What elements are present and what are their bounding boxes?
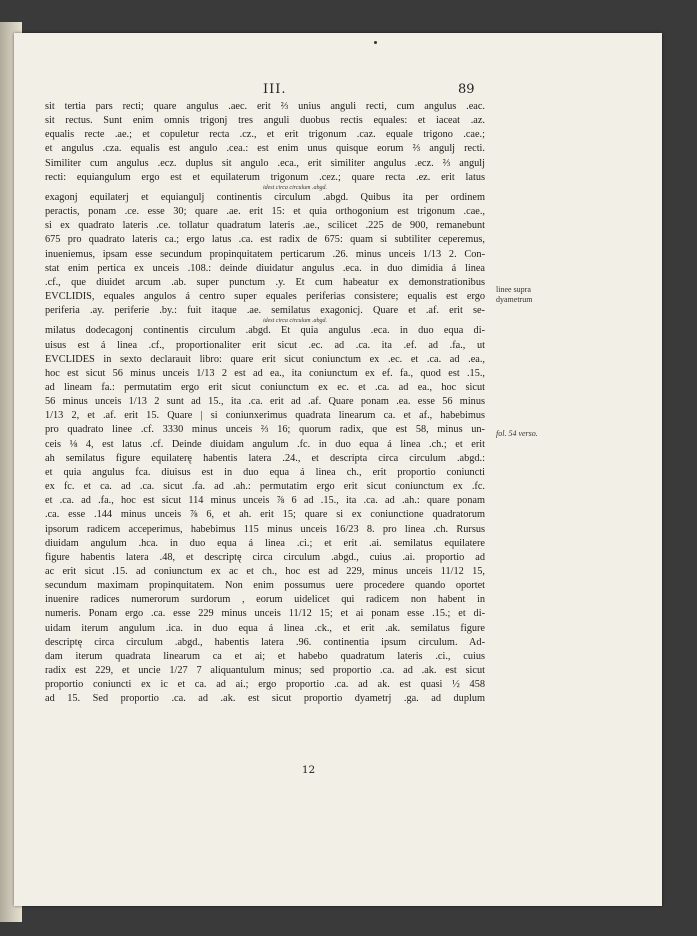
text-line: 675 pro quadrato lateris ca.; ergo latus .ca. est radix de 675: quam si subtiliter ceperemus, — [45, 234, 485, 246]
text-line: periferia .ay. periferie .by.: fuit itaque .ae. semilatus exagonicj. Quare et .af. erit se- — [45, 305, 485, 317]
text-line: .cf., que diuidet arcum .ab. super punctum .y. Et cum habeatur ex demonstrationibus — [45, 276, 485, 288]
text-line: si ex quadrato lateris .ce. tollatur quadratum lateris .ae., scilicet .225 de 900, remanebunt — [45, 220, 485, 232]
ink-dot — [374, 41, 377, 44]
text-line: uisus est á linea .cf., proportionaliter erit sicut .ec. ad .ca. ita .ef. ad .fa., ut — [45, 339, 485, 351]
text-line: descriptę circa circulum .abgd., habentis latera .96. continentia ipsum circulum. Ad- — [45, 636, 485, 648]
text-line: hoc est sicut 56 minus unceis 1/13 2 est ad ea., ita coniunctum ex ef. fa., quod est .15., — [45, 367, 485, 379]
text-line: ex fc. et ca. ad .ca. sicut .fa. ad .ah.: permutatim ergo erit sicut coniunctum ex .fc. — [45, 481, 485, 493]
text-line: ac erit sicut .15. ad coniunctum ex ac et ch., hoc est ad 229, minus unceis 11/12 15, — [45, 566, 485, 577]
text-line: sit tertia pars recti; quare angulus .aec. erit ⅔ unius anguli recti, cum angulus .eac. — [45, 101, 485, 112]
text-line: 1/13 2, et .af. erit 15. Quare | si coniunxerimus quadrata linearum ca. et af., habebimus — [45, 410, 485, 422]
text-line: ceis ⅛ 4, est latus .cf. Deinde diuidam angulum .fc. in duo equa á linea .ch.; et erit — [45, 438, 485, 450]
text-line: ad lineam fa.: permutatim ergo erit sicut coniunctum ex ec. et .ca. ad ea., hoc sicut — [45, 381, 485, 393]
text-line: diuidam angulum .hca. in duo equa á linea .ci.; et erit .ai. semilatus equilatere — [45, 537, 485, 549]
text-line: uidam iterum angulum .ica. in duo equa á linea .ck., et erit .ak. semilatus figure — [45, 622, 485, 634]
margin-note: linee supra — [496, 285, 531, 294]
text-line: ipsorum radicem acceperimus, habebimus 115 minus unceis 16/23 8. pro linea .ch. Rursus — [45, 523, 485, 535]
page-number: 89 — [458, 82, 475, 97]
text-line: pro quadrato linee .cf. 3330 minus unceis ⅔ 16; quorum radix, que est 58, minus un- — [45, 424, 485, 436]
text-line: proportio coniuncti ex ic et ca. ad ai.; ergo proportio .ca. ad ak. est quasi ½ 458 — [45, 679, 485, 691]
text-line: et angulus .cza. equalis est angulo .cea.: est enim unus quisque eorum ⅔ angulj recti. — [45, 143, 485, 155]
text-line: et quia angulus fca. diuisus est in duo equa á linea ch., erit proportio coniuncti — [45, 466, 485, 478]
text-line: inuenire radices numerorum surdorum , eorum uidelicet qui radicem non habent in — [45, 594, 485, 606]
text-line: numeris. Ponam ergo .ca. esse 229 minus unceis 11/12 15; et ai ponam esse .15.; et di- — [45, 608, 485, 620]
text-line: secundum maximam propinquitatem. Non enim possumus uere procedere quando oportet — [45, 580, 485, 592]
text-line: 56 minus unceis 1/13 2 sunt ad 15., ita .ca. erit ad .af. Quare ponam .ea. esse 56 minus — [45, 396, 485, 408]
main-text — [45, 100, 485, 707]
margin-note: dyametrum — [496, 295, 533, 304]
text-line: .ca. esse .144 minus unceis ⅞ 6, et ah. erit 15; quare si ex coniunctione quadratorum — [45, 509, 485, 521]
text-line: sit rectus. Sunt enim omnis trigonj tres anguli duobus rectis equales: et iaceat .az. — [45, 115, 485, 127]
section-heading: III. — [263, 82, 287, 97]
text-line: figure habentis latera .48, et descriptę circa circulum .abgd., cuius .ai. proportio ad — [45, 551, 485, 563]
text-line: stat enim pertica ex unceis .108.: deinde diuidatur angulus .eca. in duo dimidia á linea — [45, 262, 485, 274]
text-line: ah semilatus figure equilaterę habentis latera .24., et descripta circa circulum .abgd.: — [45, 452, 485, 464]
text-line: dam iterum quadrata linearum ca et ai; et habebo quadratum lateris .ci., cuius — [45, 650, 485, 662]
interlinear-gloss: idest circa circulum .abgd. — [262, 318, 328, 325]
text-line: EVCLIDES in sexto declarauit libro: quare erit sicut coniunctum ex .ec. et .ca. ad .ea., — [45, 353, 485, 365]
text-line: EVCLIDIS, equales angulos á centro super equales periferias consistere; equalis est ergo — [45, 291, 485, 303]
text-line: equalis recte .ae.; et copuletur recta .cz., et erit trigonum .caz. equale trigono .cae.; — [45, 129, 485, 141]
text-line: exagonj equilaterj et equiangulj continentis circulum .abgd. Quibus ita per ordinem — [45, 191, 485, 203]
signature-mark: 12 — [301, 764, 316, 776]
text-line: milatus dodecagonj continentis circulum .abgd. Et quia angulus .eca. in duo equa di- — [45, 325, 485, 337]
interlinear-gloss: idest circa circulum .abgd. — [262, 184, 328, 191]
margin-note: fol. 54 verso. — [496, 429, 538, 438]
running-header — [0, 82, 697, 102]
text-line: recti: equiangulum ergo est et equilaterum trigonum .cez.; quare recta .ez. erit latus — [45, 171, 485, 183]
text-line: radix est 229, et uncie 1/27 7 aliquantulum minus; sed proportio .ca. ad .ak. est sicut — [45, 665, 485, 677]
text-line: peractis, ponam .ce. esse 30; quare .ae. erit 15: et quia orthogonium est trigonum .cae., — [45, 206, 485, 218]
text-line: ad 15. Sed proportio .ca. ad .ak. est sicut proportio dyametrj .ga. ad duplum — [45, 693, 485, 705]
text-line: et .ca. ad .fa., hoc est sicut 114 minus unceis ⅞ 6 ad .15., ita .ca. ad .ah.: quare ponam — [45, 495, 485, 507]
text-line: Similiter cum angulus .ecz. duplus sit angulo .eca., erit similiter angulus .ecz. ⅔ angulj — [45, 157, 485, 169]
text-line: inueniemus, ipsam esse secundum propinquitatem perticarum .26. minus unceis 1/13 2. Con- — [45, 248, 485, 260]
